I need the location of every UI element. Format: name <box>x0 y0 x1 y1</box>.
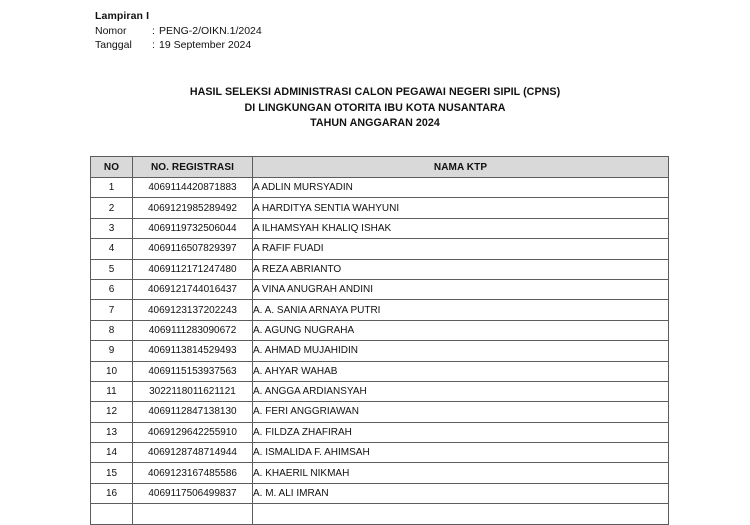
table-row <box>91 341 669 361</box>
cell-nama-ktp: A ILHAMSYAH KHALIQ ISHAK <box>253 218 669 238</box>
applicant-table <box>90 156 669 525</box>
cell-nama-ktp: A. M. ALI IMRAN <box>253 483 669 503</box>
table-row <box>91 320 669 340</box>
cell-registrasi: 4069113814529493 <box>133 341 253 361</box>
page-title <box>0 85 750 132</box>
applicant-table-container <box>90 156 665 525</box>
cell-registrasi: 4069123167485586 <box>133 463 253 483</box>
cell-nama-ktp: A. AHYAR WAHAB <box>253 361 669 381</box>
table-row <box>91 463 669 483</box>
cell-registrasi: 4069123137202243 <box>133 300 253 320</box>
cell-no: 1 <box>91 178 133 198</box>
table-row-partial <box>91 504 669 524</box>
page-title-line-1: HASIL SELEKSI ADMINISTRASI CALON PEGAWAI NEGERI SIPIL (CPNS) <box>189 86 561 98</box>
cell-registrasi: 4069112171247480 <box>133 259 253 279</box>
cell-nama-ktp: A VINA ANUGRAH ANDINI <box>253 279 669 299</box>
document-date-value: 19 September 2024 <box>159 39 252 51</box>
table-row <box>91 239 669 259</box>
cell-registrasi: 4069112847138130 <box>133 402 253 422</box>
column-header-no: NO <box>91 157 133 178</box>
cell-no: 16 <box>91 483 133 503</box>
cell-nama-ktp: A RAFIF FUADI <box>253 239 669 259</box>
cell-nama-ktp: A. FERI ANGGRIAWAN <box>253 402 669 422</box>
table-row <box>91 381 669 401</box>
cell-registrasi: 4069128748714944 <box>133 443 253 463</box>
document-number-separator: : <box>152 24 155 37</box>
table-row <box>91 279 669 299</box>
table-row <box>91 300 669 320</box>
cell-registrasi: 4069129642255910 <box>133 422 253 442</box>
cell-registrasi: 4069111283090672 <box>133 320 253 340</box>
cell-nama-ktp: A. AHMAD MUJAHIDIN <box>253 341 669 361</box>
page-title-line-2: DI LINGKUNGAN OTORITA IBU KOTA NUSANTARA <box>244 101 506 114</box>
cell-no: 8 <box>91 320 133 340</box>
cell-registrasi: 4069115153937563 <box>133 361 253 381</box>
table-row <box>91 422 669 442</box>
table-body <box>91 178 669 525</box>
cell-nama-ktp: A REZA ABRIANTO <box>253 259 669 279</box>
attachment-label: Lampiran I <box>95 10 150 22</box>
document-date-label: Tanggal <box>95 39 132 51</box>
cell-registrasi: 4069117506499837 <box>133 483 253 503</box>
cell-no: 15 <box>91 463 133 483</box>
table-row <box>91 361 669 381</box>
page-title-line-3: TAHUN ANGGARAN 2024 <box>310 117 440 129</box>
cell-empty <box>91 504 133 524</box>
cell-registrasi: 4069119732506044 <box>133 218 253 238</box>
cell-nama-ktp: A HARDITYA SENTIA WAHYUNI <box>253 198 669 218</box>
table-row <box>91 443 669 463</box>
table-header <box>91 157 669 178</box>
cell-no: 4 <box>91 239 133 259</box>
cell-empty <box>253 504 669 524</box>
cell-registrasi: 4069121744016437 <box>133 279 253 299</box>
cell-no: 7 <box>91 300 133 320</box>
cell-no: 10 <box>91 361 133 381</box>
cell-registrasi: 4069121985289492 <box>133 198 253 218</box>
document-date-separator: : <box>152 39 155 51</box>
table-row <box>91 483 669 503</box>
cell-nama-ktp: A ADLIN MURSYADIN <box>253 178 669 198</box>
table-row <box>91 178 669 198</box>
cell-nama-ktp: A. ISMALIDA F. AHIMSAH <box>253 443 669 463</box>
cell-nama-ktp: A. KHAERIL NIKMAH <box>253 463 669 483</box>
document-number-row <box>95 24 262 39</box>
document-date-row <box>95 38 262 53</box>
cell-no: 13 <box>91 422 133 442</box>
cell-registrasi: 4069116507829397 <box>133 239 253 259</box>
cell-nama-ktp: A. FILDZA ZHAFIRAH <box>253 422 669 442</box>
column-header-registrasi: NO. REGISTRASI <box>133 157 253 178</box>
table-row <box>91 259 669 279</box>
table-row <box>91 198 669 218</box>
document-number-value: PENG-2/OIKN.1/2024 <box>159 24 262 37</box>
cell-registrasi: 3022118011621121 <box>133 381 253 401</box>
column-header-nama-ktp: NAMA KTP <box>253 157 669 178</box>
cell-no: 3 <box>91 218 133 238</box>
cell-no: 11 <box>91 381 133 401</box>
cell-no: 9 <box>91 341 133 361</box>
cell-no: 14 <box>91 443 133 463</box>
cell-nama-ktp: A. ANGGA ARDIANSYAH <box>253 381 669 401</box>
cell-empty <box>133 504 253 524</box>
cell-nama-ktp: A. AGUNG NUGRAHA <box>253 320 669 340</box>
document-number-label: Nomor <box>95 24 127 37</box>
letterhead-block <box>95 9 262 53</box>
table-row <box>91 218 669 238</box>
cell-no: 6 <box>91 279 133 299</box>
table-row <box>91 402 669 422</box>
cell-nama-ktp: A. A. SANIA ARNAYA PUTRI <box>253 300 669 320</box>
table-header-row <box>91 157 669 178</box>
cell-no: 12 <box>91 402 133 422</box>
cell-no: 2 <box>91 198 133 218</box>
cell-registrasi: 4069114420871883 <box>133 178 253 198</box>
cell-no: 5 <box>91 259 133 279</box>
